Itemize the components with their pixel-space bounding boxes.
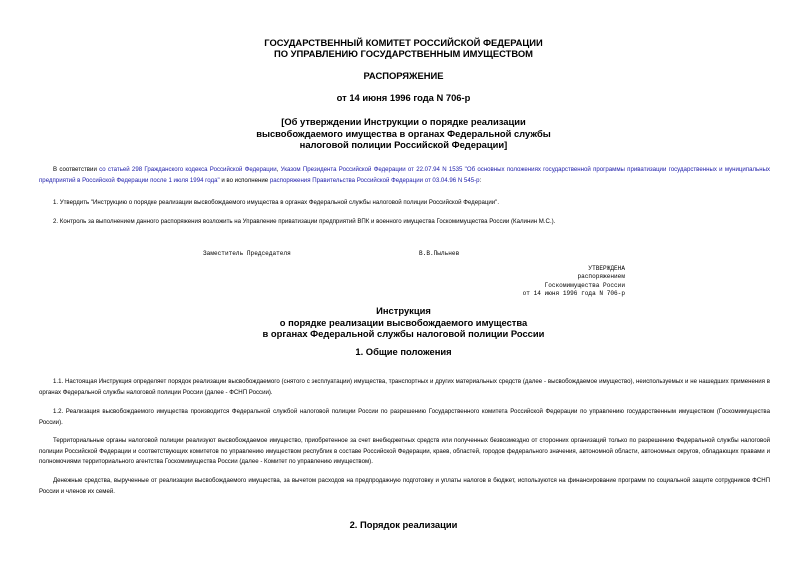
signature-name: В.В.Пыльнев <box>419 250 460 257</box>
signature-position: Заместитель Председателя <box>203 250 291 257</box>
section-1-paragraph-3: Территориальные органы налоговой полиции реализуют высвобождаемое имущество, приобретенное за счет внебюджетных средств или полученных безвозмездно от сторонних организаций только по разрешению Федеральной службы налоговой полиции Российской Федерации и соответствующих комитетов по управлению имуществом республик в составе Российской Федерации, краев, областей, городов федерального значения, автономной области, автономных округов, обладающих правами и полномочиями территориального агентства Госкомимущества России (далее - Комитет по управлению имуществом). <box>39 437 770 465</box>
section-2-heading: 2. Порядок реализации <box>349 519 458 530</box>
preamble-paragraph <box>39 165 770 186</box>
instruction-title-line-1: Инструкция <box>376 305 431 316</box>
document-date-number: от 14 июня 1996 года N 706-р <box>336 92 471 103</box>
approval-line-1: УТВЕРЖДЕНА <box>588 265 625 272</box>
government-order-link[interactable]: распоряжения Правительства Российской Федерации от 03.04.96 N 545-р <box>269 176 480 184</box>
section-1-heading: 1. Общие положения <box>355 346 452 357</box>
section-1-paragraph-4: Денежные средства, вырученные от реализации высвобождаемого имущества, за вычетом расходов на предпродажную подготовку и уплаты налогов в бюджет, используются на финансирование программ по социальной защите сотрудников ФСНП России и членов их семей. <box>39 477 770 495</box>
item-2: 2. Контроль за выполнением данного распоряжения возложить на Управление приватизации предприятий ВПК и военного имущества Госкомимущества России (Калинин М.С.). <box>53 218 556 225</box>
preamble-suffix: : <box>479 176 482 184</box>
approval-line-3: Госкомимущества России <box>544 281 625 289</box>
preamble-separator: , <box>276 166 281 173</box>
document-title-line-3: налоговой полиции Российской Федерации] <box>299 139 508 150</box>
preamble-prefix: В соответствии <box>53 166 100 173</box>
civil-code-link[interactable]: со статьей 298 Гражданского кодекса Российской Федерации <box>99 166 277 173</box>
document-title-line-1: [Об утверждении Инструкции о порядке реализации <box>281 116 526 127</box>
approval-line-4: от 14 июня 1996 года N 706-р <box>522 289 625 297</box>
president-decree-link[interactable]: Указом Президента Российской Федерации от 22.07.94 N 1535 "Об основных положениях государственной программы приватизации государственных и муниципальных предприятий в Российской Федерации после 1 июля 1994 года" <box>39 166 771 184</box>
instruction-title-line-3: в органах Федеральной службы налоговой полиции России <box>262 328 545 339</box>
section-1-paragraph-2: 1.2. Реализация высвобождаемого имущества производится Федеральной службой налоговой полиции России по разрешению Государственного комитета Российской Федерации по управлению государственным имуществом (Госкомимущества России). <box>39 408 770 426</box>
item-1: 1. Утвердить "Инструкцию о порядке реализации высвобождаемого имущества в органах Федеральной службы налоговой полиции Российской Федерации". <box>53 199 500 206</box>
approval-line-2: распоряжением <box>577 273 625 281</box>
section-1-paragraph-1: 1.1. Настоящая Инструкция определяет порядок реализации высвобождаемого (снятого с эксплуатации) имущества, транспортных и других материальных средств (далее - высвобождаемое имущество), неиспользуемых и не нашедших применения в органах Федеральной службы налоговой полиции России (далее - ФСНП России). <box>39 378 770 396</box>
document-title-line-2: высвобождаемого имущества в органах Федеральной службы <box>256 127 551 139</box>
instruction-title-line-2: о порядке реализации высвобождаемого имущества <box>279 316 528 328</box>
preamble-middle: и во исполнение <box>219 176 270 184</box>
issuer-line-1: ГОСУДАРСТВЕННЫЙ КОМИТЕТ РОССИЙСКОЙ ФЕДЕРАЦИИ <box>264 37 543 48</box>
issuer-line-2: ПО УПРАВЛЕНИЮ ГОСУДАРСТВЕННЫМ ИМУЩЕСТВОМ <box>273 48 533 59</box>
document-type: РАСПОРЯЖЕНИЕ <box>363 70 444 81</box>
